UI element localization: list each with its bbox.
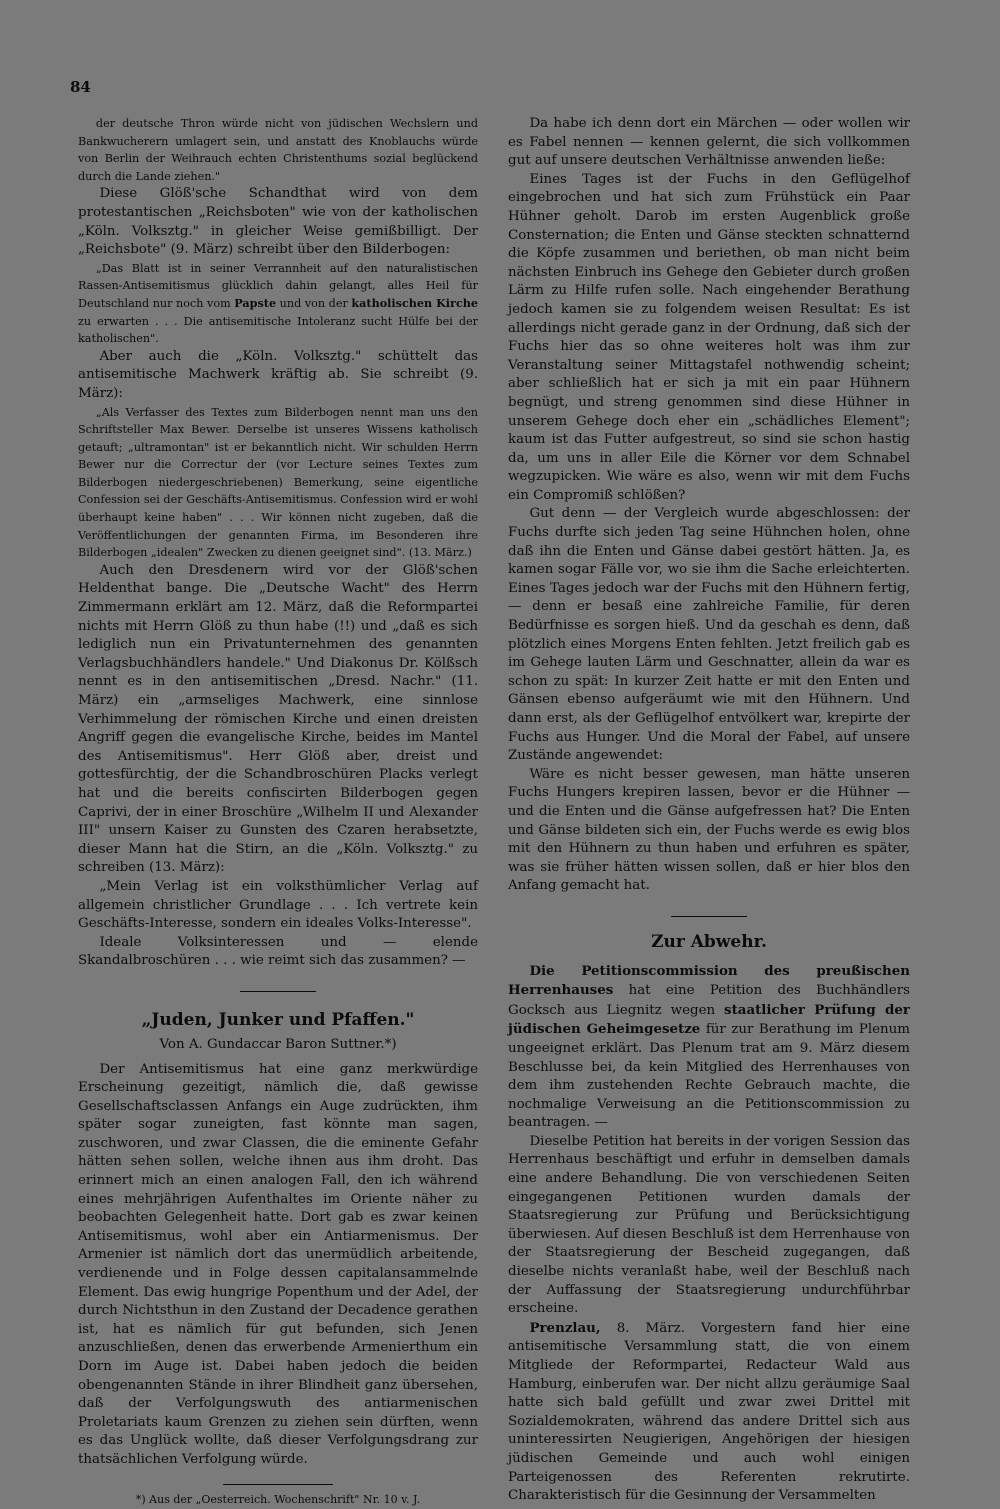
paragraph: Eines Tages ist der Fuchs in den Geflügelhof eingebrochen und hat sich zum Frühstück ein Paar Hühner geholt. Darob im ersten Augenblick große Consternation; die Enten und Gänse steckten schnatternd die Köpfe zusammen und beriethen, ob man nicht beim nächsten Einbruch ins Gehege den Gebieter durch großen Lärm zu Hilfe rufen solle. Nach eingehender Berathung jedoch kamen sie zu folgendem weisen Resultat: Es ist allerdings nicht gerade ganz in der Ordnung, daß sich der Fuchs hier das so ohne weiteres holt was ihm zur Veranstaltung seiner Mittagstafel nothwendig scheint; aber schließlich hat er sich ja mit ein paar Hühnern begnügt, und streng genommen sind diese Hühner in unserem Gehege doch eher ein „schädliches Element"; kaum ist das Futter aufgestreut, so sind sie schon hastig da, um uns in aller Eile die Körner vor dem Schnabel wegzupicken. Wie wäre es also, wenn wir mit dem Fuchs ein Compromiß schlößen? xyxy=(508,171,910,503)
paragraph: Die Petitionscommission des preußischen Herrenhauses hat eine Petition des Buchhändlers Gocksch aus Liegnitz wegen staatlicher Prüfung der jüdischen Geheimgesetze für zur Berathung im Plenum ungeeignet erklärt. Das Plenum trat am 9. März diesem Beschlusse bei, da kein Mitglied des Herrenhauses von dem ihm zustehenden Rechte Gebrauch machte, die nochmalige Verweisung an die Petitionscommission zu beantragen. — xyxy=(508,962,910,1131)
paragraph: Dieselbe Petition hat bereits in der vorigen Session das Herrenhaus beschäftigt und erfuhr in demselben damals eine andere Behandlung. Die von verschiedenen Seiten eingegangenen Petitionen wurden damals der Staatsregierung zur Prüfung und Berücksichtigung überwiesen. Auf diesen Beschluß ist dem Herrenhause von der Staatsregierung der Bescheid zugegangen, daß dieselbe nichts veranlaßt habe, weil der Beschluß nach der Auffassung der Staatsregierung undurchführbar erscheine. xyxy=(508,1133,910,1317)
paragraph: der deutsche Thron würde nicht von jüdischen Wechslern und Bankwucherern umlagert sein, und anstatt des Knoblauchs würde von Berlin der Weihrauch echten Christenthums sozial beglückend durch die Lande ziehen." xyxy=(78,117,478,183)
footnote-rule xyxy=(223,1484,333,1485)
paragraph: Aber auch die „Köln. Volksztg." schüttelt das antisemitische Machwerk kräftig ab. Sie schreibt (9. März): xyxy=(78,348,478,401)
paragraph: Wäre es nicht besser gewesen, man hätte unseren Fuchs Hungers krepiren lassen, bevor er die Hühner — und die Enten und die Gänse aufgefressen hat? Die Enten und Gänse bildeten sich ein, der Fuchs werde es ewig blos mit den Hühnern zu thun haben und erfuhren es später, was sie früher hätten wissen sollen, daß er hier blos den Anfang gemacht hat. xyxy=(508,766,910,894)
footnote: *) Aus der „Oesterreich. Wochenschrift" Nr. 10 v. J. xyxy=(135,1492,421,1506)
article-byline: Von A. Gundaccar Baron Suttner.*) xyxy=(159,1036,397,1052)
section-divider xyxy=(240,991,316,992)
paragraph: Auch den Dresdenern wird vor der Glöß'schen Heldenthat bange. Die „Deutsche Wacht" des Herrn Zimmermann erklärt am 12. März, daß die Reformpartei nichts mit Herrn Glöß zu thun habe (!!) und „daß es sich lediglich nun ein Privatunternehmen des genannten Verlagsbuchhändlers handele." Und Diakonus Dr. Kölßsch nennt es in den antisemitischen „Dresd. Nachr." (11. März) ein „armseliges Machwerk, eine sinnlose Verhimmelung der römischen Kirche und einen dreisten Angriff gegen die evangelische Kirche, beides im Mantel des Antisemitismus". Herr Glöß aber, dreist und gottesfürchtig, der die Schandbroschüren Placks verlegt hat und die bereits confiscirten Bilderbogen gegen Caprivi, der in einer Broschüre „Wilhelm II und Alexander III" unsern Kaiser zu Gunsten des Czaren herabsetzte, dieser Mann hat die Stirn, an die „Köln. Volksztg." zu schreiben (13. März): xyxy=(78,562,478,876)
quote-paragraph: „Als Verfasser des Textes zum Bilderbogen nennt man uns den Schriftsteller Max Bewer. Derselbe ist unseres Wissens katholisch getauft; „ultramontan" ist er bekanntlich nicht. Wir schulden Herrn Bewer nur die Correctur der (vor Lecture seines Textes zum Bilderbogen niedergeschriebenen) Bemerkung, seine eigentliche Confession sei der Geschäfts-Antisemitismus. Confession wird er wohl überhaupt keine haben" . . . Wir können nicht zugeben, daß die Veröffentlichungen der genannten Firma, im Besonderen ihre Bilderbogen „idealen" Zwecken zu dienen geeignet sind". (13. März.) xyxy=(78,405,478,560)
right-column xyxy=(508,115,910,1506)
paragraph: Der Antisemitismus hat eine ganz merkwürdige Erscheinung gezeitigt, nämlich die, daß gewisse Gesellschaftsclassen Anfangs ein Auge zudrückten, ihm später sogar zuneigten, fast könnte man sagen, zuschworen, und zwar Classen, die die eminente Gefahr hätten sehen sollen, welche ihnen aus ihm droht. Das erinnert mich an einen analogen Fall, den ich während eines mehrjährigen Aufenthaltes im Oriente näher zu beobachten Gelegenheit hatte. Dort gab es zwar keinen Antisemitismus, wohl aber ein Antiarmenismus. Der Armenier ist nämlich dort das unermüdlich arbeitende, verdienende und in Folge dessen capitalansammelnde Element. Das ewig hungrige Popenthum und der Adel, der durch Nichtsthun in den Zustand der Decadence gerathen ist, hat es nämlich für gut befunden, sich Jenen anzuschließen, denen das erwerbende Armenierthum ein Dorn im Auge ist. Dabei haben jedoch die beiden obengenannten Stände in ihrer Blindheit ganz übersehen, daß der Verfolgungswuth des antiarmenischen Proletariats kaum Grenzen zu ziehen sein dürften, wenn es das Unglück wollte, daß dieser Verfolgungsdrang zur thatsächlichen Verfolgung würde. xyxy=(78,1061,478,1467)
paragraph: Diese Glöß'sche Schandthat wird von dem protestantischen „Reichsboten" wie von der katholischen „Köln. Volksztg." in gleicher Weise gemißbilligt. Der „Reichsbote" (9. März) schreibt über den Bilderbogen: xyxy=(78,186,478,258)
paragraph: Da habe ich denn dort ein Märchen — oder wollen wir es Fabel nennen — kennen gelernt, die sich vollkommen gut auf unsere deutschen Verhältnisse anwenden ließe: xyxy=(508,116,910,169)
left-column xyxy=(78,115,478,1509)
paragraph: „Mein Verlag ist ein volksthümlicher Verlag auf allgemein christlicher Grundlage . . . Ich vertrete kein Geschäfts-Interesse, sondern ein ideales Volks-Interesse". xyxy=(78,878,478,932)
paragraph: Prenzlau, 8. März. Vorgestern fand hier eine antisemitische Versammlung statt, die von einem Mitgliede der Reformpartei, Redacteur Wald aus Hamburg, einberufen war. Der nicht allzu geräumige Saal hatte sich bald gefüllt und zwar zwei Drittel mit Sozialdemokraten, während das andere Drittel sich aus uninteressirten Neugierigen, Angehörigen der hiesigen jüdischen Gemeinde und auch wohl einigen Parteigenossen des Referenten rekrutirte. Charakteristisch für die Gesinnung der Versammelten xyxy=(508,1319,910,1504)
reichsbote-quote xyxy=(78,260,478,348)
section-title: Zur Abwehr. xyxy=(651,931,767,952)
paragraph: Gut denn — der Vergleich wurde abgeschlossen: der Fuchs durfte sich jeden Tag seine Hühnchen holen, ohne daß ihn die Enten und Gänse dabei gestört hätten. Ja, es kamen sogar Fälle vor, wo sie ihm die Sache erleichterten. Eines Tages jedoch war der Fuchs mit den Hühnern fertig, — denn er besaß eine zahlreiche Familie, für deren Bedürfnisse es sorgen hieß. Und da geschah es denn, daß plötzlich eines Morgens Enten fehlten. Jetzt freilich gab es im Gehege lauten Lärm und Geschnatter, allein da war es schon zu spät: In kurzer Zeit hatte er mit den Enten und Gänsen ebenso aufgeräumt wie mit den Hühnern. Und dann erst, als der Geflügelhof entvölkert war, krepirte der Fuchs aus Hunger. Und die Moral der Fabel, auf unsere Zustände angewendet: xyxy=(508,506,910,764)
page-number: 84 xyxy=(70,78,91,96)
paragraph: Ideale Volksinteressen und — elende Skandalbroschüren . . . wie reimt sich das zusammen? — xyxy=(78,934,478,969)
volkszeitung-quote xyxy=(78,404,478,562)
left-intro-quote xyxy=(78,115,478,185)
quote-paragraph: „Das Blatt ist in seiner Verrannheit auf den naturalistischen Rassen-Antisemitismus glücklich dahin gelangt, alles Heil für Deutschland nur noch vom Papste und von der katholischen Kirche zu erwarten . . . Die antisemitische Intoleranz sucht Hülfe bei der katholischen". xyxy=(78,261,479,346)
article-heading: „Juden, Junker und Pfaffen." xyxy=(141,1009,415,1030)
section-divider xyxy=(671,916,747,917)
